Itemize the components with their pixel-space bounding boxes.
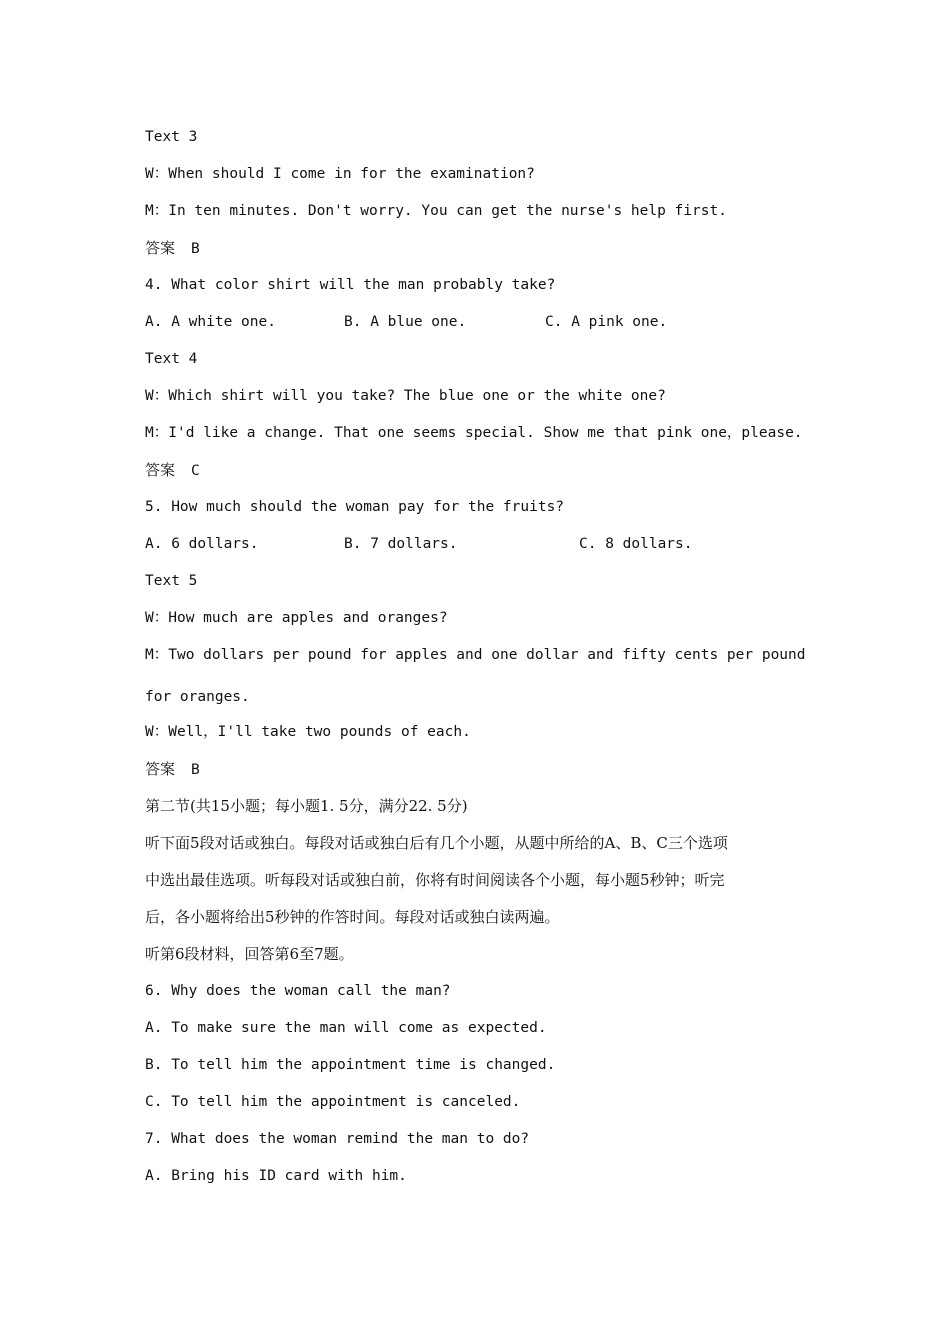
answer-value: B: [191, 762, 200, 778]
answer-label: 答案: [145, 760, 176, 778]
section-2-instructions-1: 听下面5段对话或独白。每段对话或独白后有几个小题，从题中所给的A、B、C三个选项: [145, 834, 728, 852]
option-b: B. 7 dollars.: [344, 536, 458, 552]
text5-title: Text 5: [145, 573, 198, 589]
option-a: A. A white one.: [145, 314, 276, 330]
text4-woman-line: W：Which shirt will you take? The blue one or the white one?: [145, 388, 666, 404]
text3-title: Text 3: [145, 129, 198, 145]
question-7: 7. What does the woman remind the man to do?: [145, 1131, 530, 1147]
section-2-instructions-3: 后，各小题将给出5秒钟的作答时间。每段对话或独白读两遍。: [145, 908, 560, 926]
question-6: 6. Why does the woman call the man?: [145, 983, 451, 999]
part-6-heading: 听第6段材料，回答第6至7题。: [145, 945, 354, 963]
option-c: C. A pink one.: [545, 314, 668, 330]
option-b: B. A blue one.: [344, 314, 467, 330]
answer-label: 答案: [145, 239, 176, 257]
answer-label: 答案: [145, 461, 176, 479]
text3-woman-line: W：When should I come in for the examination?: [145, 166, 535, 182]
section-2-title: 第二节(共15小题；每小题1. 5分，满分22. 5分): [145, 797, 468, 815]
text3-man-line: M：In ten minutes. Don't worry. You can get the nurse's help first.: [145, 203, 727, 219]
document-page: [145, 126, 810, 1202]
text5-man-line-continued: for oranges.: [145, 689, 250, 705]
text4-title: Text 4: [145, 351, 198, 367]
question-5-options: [145, 533, 810, 570]
text3-answer: [145, 237, 810, 274]
answer-value: C: [191, 463, 200, 479]
option-a: A. 6 dollars.: [145, 536, 259, 552]
text5-man-line: M：Two dollars per pound for apples and one dollar and fifty cents per pound: [145, 647, 806, 663]
section-2-instructions-2: 中选出最佳选项。听每段对话或独白前，你将有时间阅读各个小题，每小题5秒钟；听完: [145, 871, 725, 889]
text4-answer: [145, 459, 810, 496]
answer-value: B: [191, 241, 200, 257]
option-c: C. 8 dollars.: [579, 536, 693, 552]
question-6-option-a: A. To make sure the man will come as expected.: [145, 1020, 547, 1036]
text5-answer: [145, 758, 810, 795]
question-4-options: [145, 311, 810, 348]
text5-woman-line-2: W：Well，I'll take two pounds of each.: [145, 724, 471, 740]
question-4: 4. What color shirt will the man probably take?: [145, 277, 556, 293]
question-7-option-a: A. Bring his ID card with him.: [145, 1168, 407, 1184]
question-6-option-c: C. To tell him the appointment is canceled.: [145, 1094, 521, 1110]
question-6-option-b: B. To tell him the appointment time is changed.: [145, 1057, 556, 1073]
question-5: 5. How much should the woman pay for the fruits?: [145, 499, 565, 515]
text5-woman-line-1: W：How much are apples and oranges?: [145, 610, 448, 626]
text4-man-line: M：I'd like a change. That one seems special. Show me that pink one，please.: [145, 425, 803, 441]
